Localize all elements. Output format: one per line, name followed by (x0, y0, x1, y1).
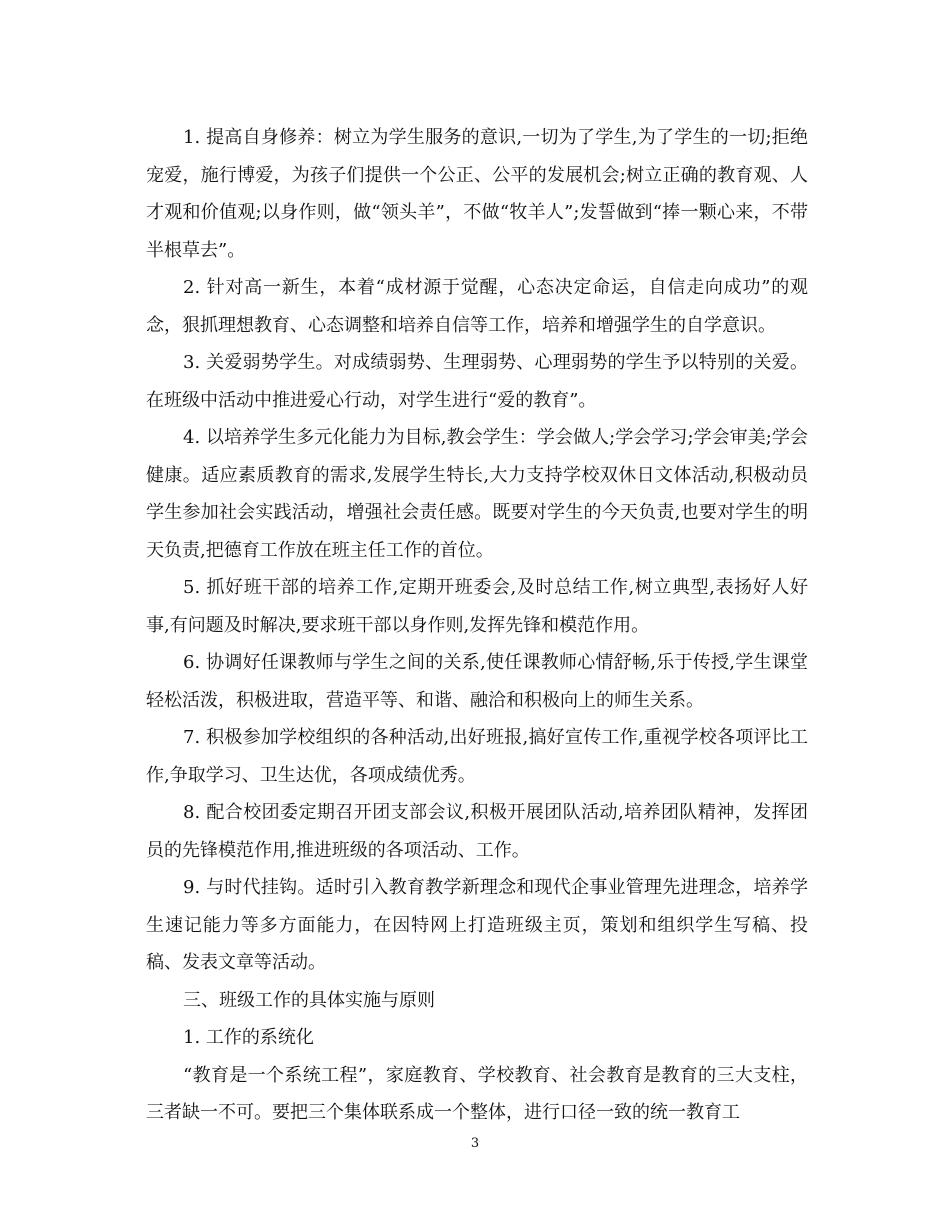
paragraph-item-5: 5. 抓好班干部的培养工作,定期开班委会,及时总结工作,树立典型,表扬好人好事,有问题及时解决,要求班干部以身作则,发挥先锋和模范作用。 (146, 577, 808, 636)
paragraph-item-3: 3. 关爱弱势学生。对成绩弱势、生理弱势、心理弱势的学生予以特别的关爱。在班级中活动中推进爱心行动，对学生进行“爱的教育”。 (146, 352, 808, 411)
paragraph-item-1: 1. 提高自身修养：树立为学生服务的意识,一切为了学生,为了学生的一切;拒绝宠爱，施行博爱，为孩子们提供一个公正、公平的发展机会;树立正确的教育观、人才观和价值观;以身作则，做“领头羊”，不做“牧羊人”;发誓做到“捧一颗心来，不带半根草去”。 (146, 127, 808, 261)
section-heading: 三、班级工作的具体实施与原则 (183, 989, 435, 1011)
page-number: 3 (470, 1136, 480, 1151)
body-paragraph: “教育是一个系统工程”，家庭教育、学校教育、社会教育是教育的三大支柱，三者缺一不可。要把三个集体联系成一个整体，进行口径一致的统一教育工 (146, 1064, 808, 1123)
document-body (146, 119, 808, 1132)
subsection-heading: 1. 工作的系统化 (183, 1027, 314, 1048)
paragraph-item-6: 6. 协调好任课教师与学生之间的关系,使任课教师心情舒畅,乐于传授,学生课堂轻松活泼，积极进取，营造平等、和谐、融洽和积极向上的师生关系。 (146, 652, 808, 711)
paragraph-item-4: 4. 以培养学生多元化能力为目标,教会学生：学会做人;学会学习;学会审美;学会健康。适应素质教育的需求,发展学生特长,大力支持学校双休日文体活动,积极动员学生参加社会实践活动，增强社会责任感。既要对学生的今天负责,也要对学生的明天负责,把德育工作放在班主任工作的首位。 (146, 427, 808, 561)
paragraph-item-8: 8. 配合校团委定期召开团支部会议,积极开展团队活动,培养团队精神，发挥团员的先锋模范作用,推进班级的各项活动、工作。 (146, 802, 808, 861)
paragraph-item-2: 2. 针对高一新生，本着“成材源于觉醒，心态决定命运，自信走向成功”的观念，狠抓理想教育、心态调整和培养自信等工作，培养和增强学生的自学意识。 (146, 277, 808, 336)
paragraph-item-9: 9. 与时代挂钩。适时引入教育教学新理念和现代企事业管理先进理念，培养学生速记能力等多方面能力，在因特网上打造班级主页，策划和组织学生写稿、投稿、发表文章等活动。 (146, 877, 808, 973)
paragraph-item-7: 7. 积极参加学校组织的各种活动,出好班报,搞好宣传工作,重视学校各项评比工作,争取学习、卫生达优，各项成绩优秀。 (146, 727, 808, 786)
